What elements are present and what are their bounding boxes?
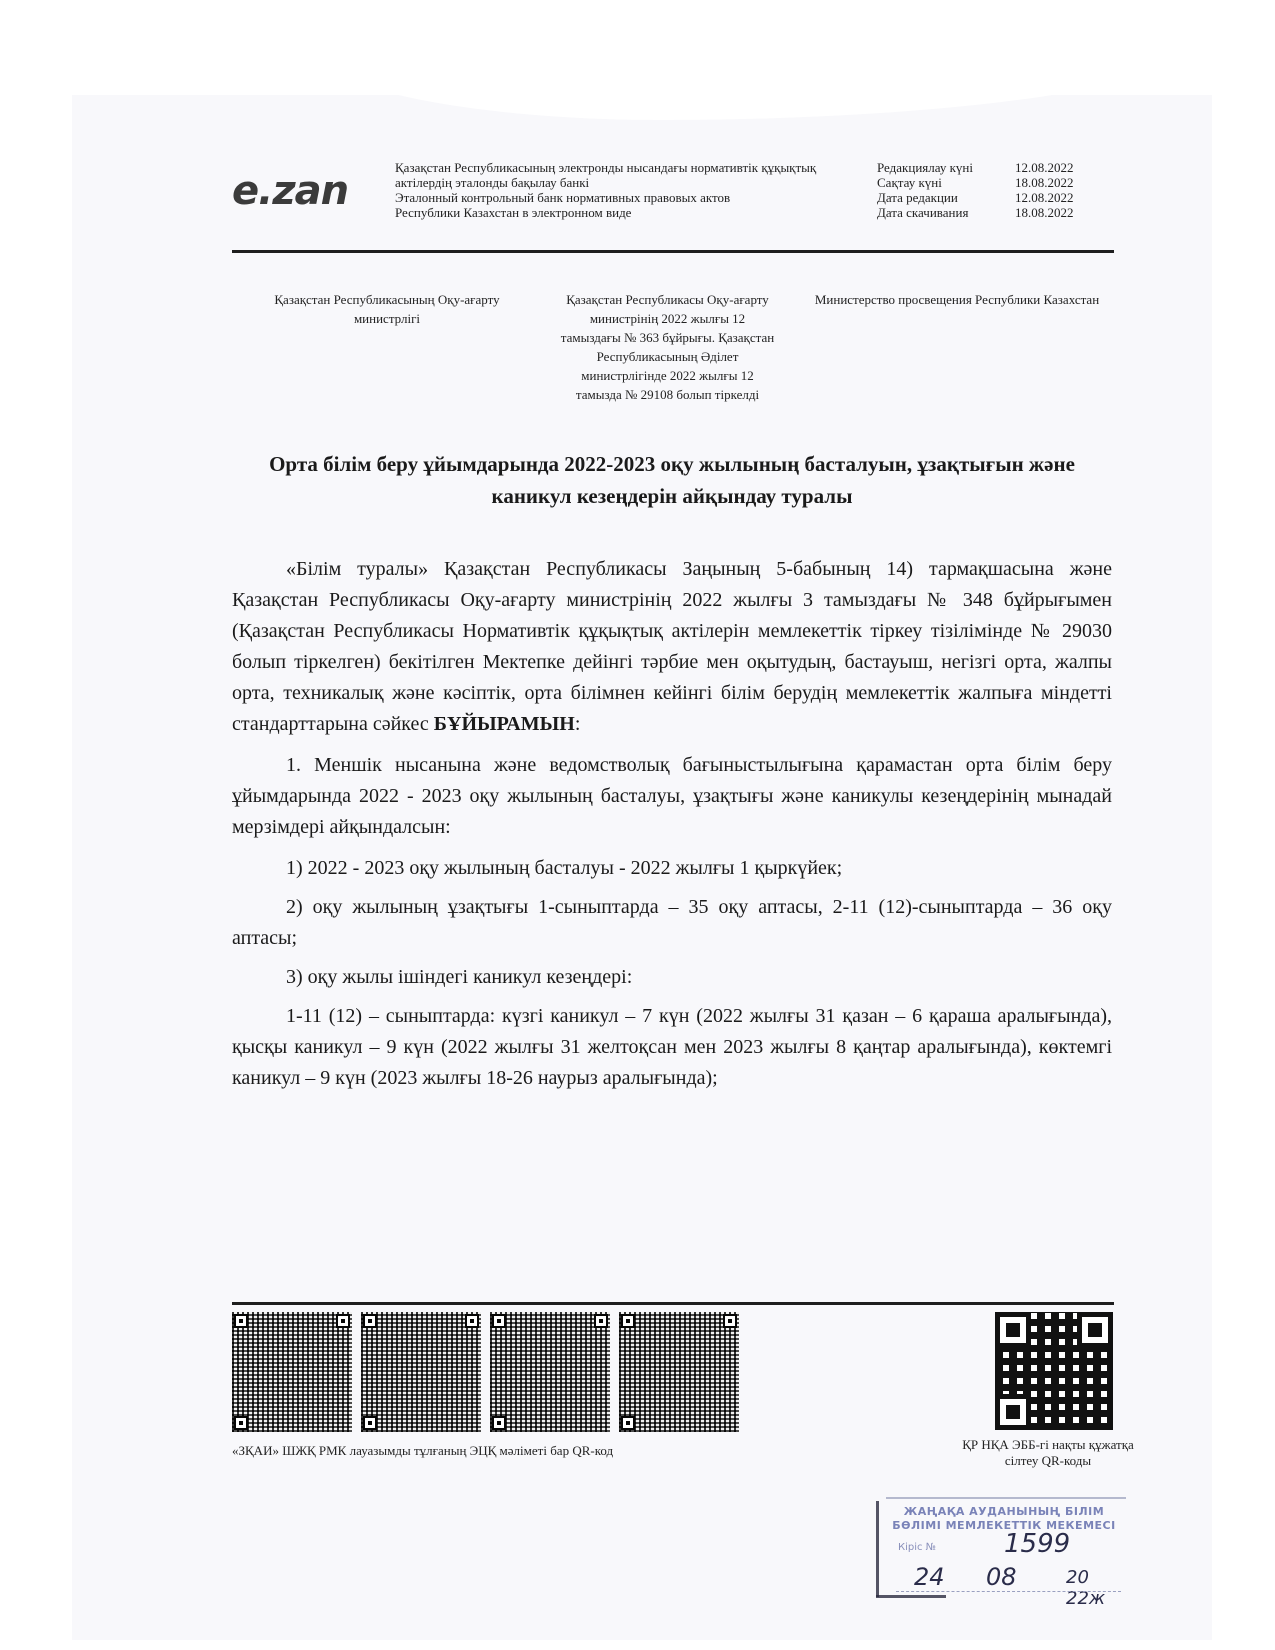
stamp-label: Кіріс № [898,1542,937,1553]
meta-label: Дата скачивания [877,205,969,220]
subclause-3: 3) оқу жылы ішіндегі каникул кезеңдері: [286,966,633,988]
document-dates [877,160,1074,220]
meta-value: 12.08.2022 [1015,190,1074,205]
qr-code-icon [361,1312,481,1432]
bank-line: Қазақстан Республикасының электронды нысандағы нормативтік құқықтық [395,160,817,175]
footer-divider [232,1302,1114,1305]
issuer-ministry-kz: Қазақстан Республикасының Оқу-ағарту министрлігі [274,292,500,326]
qr-code-icon [232,1312,352,1432]
incoming-registration-stamp [876,1495,1131,1609]
meta-label: Дата редакции [877,190,958,205]
meta-label: Сақтау күні [877,175,942,190]
subclause-1: 1) 2022 - 2023 оқу жылының басталуы - 2022 жылғы 1 қыркүйек; [286,857,843,879]
document-body [232,554,1112,1104]
document-link-qr-icon[interactable] [995,1312,1113,1430]
bank-description [395,160,816,220]
stamp-border [886,1497,1126,1499]
stamp-day: 24 [914,1563,945,1591]
qr-link-caption: ҚР НҚА ЭББ-гі нақты құжатқа сілтеу QR-коды [962,1437,1134,1468]
order-word: БҰЙЫРАМЫН [433,713,575,735]
qr-signature-caption: «ЗҚАИ» ШЖҚ РМК лауазымды тұлғаның ЭЦҚ мәліметі бар QR-код [232,1443,614,1458]
preamble-paragraph [232,554,1112,740]
stamp-number: 1599 [1004,1529,1071,1559]
meta-row [877,175,1074,190]
stamp-organization: ЖАҢАҚА АУДАНЫНЫҢ БІЛІМ БӨЛІМІ МЕМЛЕКЕТТІК МЕКЕМЕСІ [892,1505,1116,1532]
holiday-periods: 1-11 (12) – сыныптарда: күзгі каникул – 7 күн (2022 жылғы 31 қазан – 6 қараша аралығында), қысқы каникул – 9 күн (2022 жылғы 31 желтоқсан мен 2023 жылғы 8 қаңтар аралығында), көктемгі каникул – 9 күн (2023 жылғы 18-26 наурыз аралығында); [232,1005,1112,1089]
meta-label: Редакциялау күні [877,160,973,175]
document-title: Орта білім беру ұйымдарында 2022-2023 оқу жылының басталуын, ұзақтығын және каникул кезеңдерін айқындау туралы [269,452,1075,508]
ezan-logo: e.zan [232,168,349,214]
stamp-border [876,1501,879,1597]
preamble-text: «Білім туралы» Қазақстан Республикасы Заңының 5-бабының 14) тармақшасына және Қазақстан Республикасы Оқу-ағарту министрінің 2022 жылғы 3 тамыздағы № 348 бұйрығымен (Қазақстан Республикасы Нормативтік құқықтық актілерін мемлекеттік тіркеу тізілімінде № 29030 болып тіркелген) бекітілген Мектепке дейінгі тәрбие мен оқытудың, бастауыш, негізгі орта, жалпы орта, техникалық және кәсіптік, орта білімнен кейінгі білім берудің мемлекеттік жалпыға міндетті стандарттарына сәйкес [232,558,1112,735]
meta-value: 12.08.2022 [1015,160,1074,175]
bank-line: Эталонный контрольный банк нормативных правовых актов [395,190,731,205]
ezan-header [232,158,1112,228]
meta-row [877,205,1074,220]
meta-value: 18.08.2022 [1015,175,1074,190]
stamp-date-line [896,1591,1121,1592]
subclause-2: 2) оқу жылының ұзақтығы 1-сыныптарда – 35 оқу аптасы, 2-11 (12)-сыныптарда – 36 оқу аптасы; [232,896,1112,949]
stamp-border [876,1595,946,1598]
stamp-month: 08 [986,1563,1017,1591]
order-colon: : [574,713,581,735]
stamp-year: 20 22ж [1066,1567,1106,1609]
order-registration-note: Қазақстан Республикасы Оқу-ағарту министрінің 2022 жылғы 12 тамыздағы № 363 бұйрығы. Қазақстан Республикасының Әділет министрлігінде 2022 жылғы 12 тамызда № 29108 болып тіркелді [560,292,775,402]
meta-row [877,190,1074,205]
signature-qr-codes [232,1312,739,1432]
meta-value: 18.08.2022 [1015,205,1074,220]
bank-line: Республики Казахстан в электронном виде [395,205,632,220]
header-divider [232,250,1114,253]
qr-code-icon [490,1312,610,1432]
clause-1: 1. Меншік нысанына және ведомстволық бағыныстылығына қарамастан орта білім беру ұйымдарында 2022 - 2023 оқу жылының басталуы, ұзақтығы және каникулы кезеңдерінің мынадай мерзімдері айқындалсын: [232,754,1112,838]
bank-line: актілердің эталонды бақылау банкі [395,175,590,190]
meta-row [877,160,1074,175]
qr-code-icon [619,1312,739,1432]
issuer-ministry-ru: Министерство просвещения Республики Казахстан [814,292,1100,307]
